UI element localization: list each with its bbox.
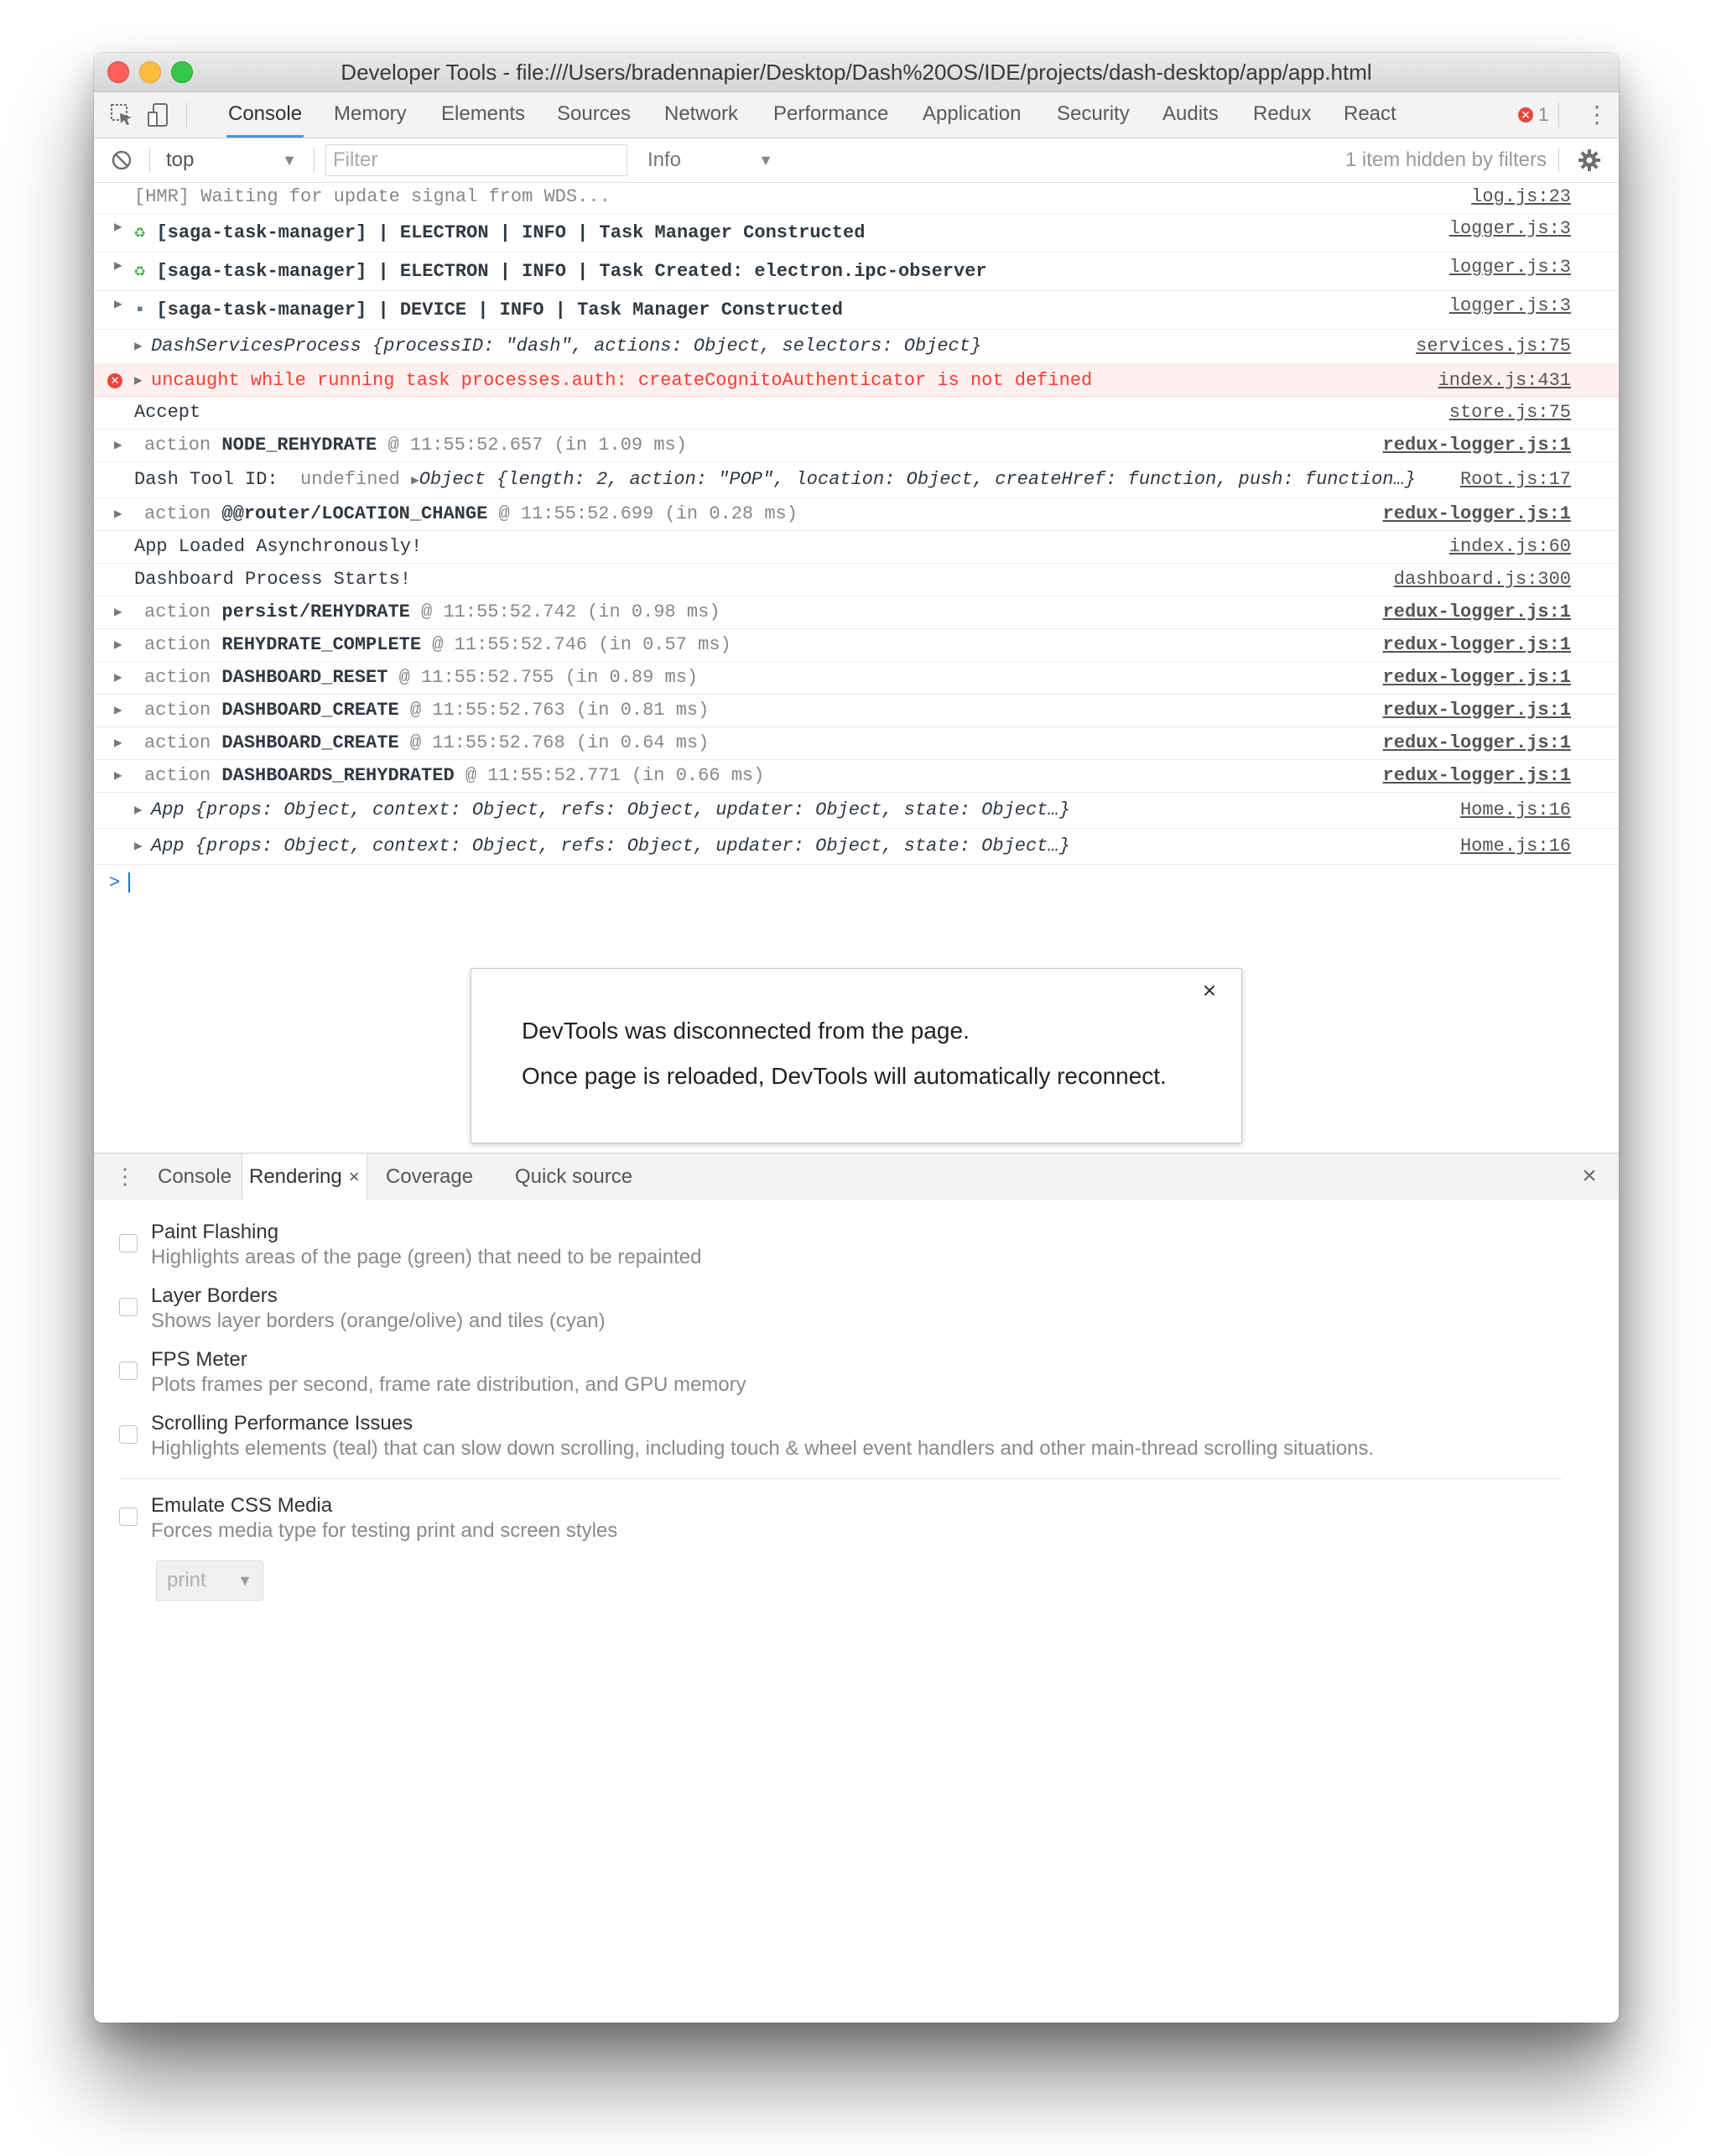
dialog-message-line-2: Once page is reloaded, DevTools will automatically reconnect. bbox=[522, 1063, 1167, 1089]
error-counter[interactable] bbox=[1518, 102, 1548, 128]
log-row bbox=[94, 183, 1619, 214]
log-source-link[interactable]: Home.js:16 bbox=[1459, 836, 1571, 857]
error-row[interactable] bbox=[94, 365, 1619, 397]
expand-arrow-icon[interactable]: ▶ bbox=[114, 220, 122, 235]
more-options-icon[interactable]: ⋮ bbox=[1585, 102, 1609, 128]
checkbox[interactable] bbox=[119, 1508, 138, 1526]
log-row[interactable] bbox=[94, 331, 1619, 364]
clear-console-icon[interactable] bbox=[109, 148, 134, 173]
error-message: uncaught while running task processes.auth: createCognitoAuthenticator is not defined bbox=[151, 370, 1093, 391]
log-source-link[interactable]: redux-logger.js:1 bbox=[1382, 634, 1571, 655]
disconnected-dialog bbox=[471, 968, 1242, 1143]
log-row bbox=[94, 532, 1619, 564]
log-source-link[interactable]: Home.js:16 bbox=[1459, 799, 1571, 820]
error-count-value: 1 bbox=[1538, 104, 1549, 125]
expand-arrow-icon[interactable]: ▶ bbox=[114, 438, 122, 453]
toolbar-separator bbox=[1558, 102, 1559, 128]
error-icon: ✕ bbox=[1518, 107, 1533, 122]
option-paint-flashing[interactable] bbox=[119, 1221, 1562, 1271]
redux-action-row[interactable] bbox=[94, 499, 1619, 531]
log-message: [HMR] Waiting for update signal from WDS... bbox=[134, 186, 611, 207]
log-message: ♻ [saga-task-manager] | ELECTRON | INFO | Task Manager Constructed bbox=[134, 222, 866, 243]
dropdown-arrow-icon: ▼ bbox=[758, 152, 773, 169]
log-source-link[interactable]: logger.js:3 bbox=[1448, 218, 1571, 239]
drawer-tab-rendering[interactable] bbox=[242, 1154, 367, 1200]
log-message: action DASHBOARD_CREATE @ 11:55:52.763 (in 0.81 ms) bbox=[144, 700, 710, 721]
log-message: App {props: Object, context: Object, refs: Object, updater: Object, state: Object…} bbox=[151, 799, 1070, 820]
context-value: top bbox=[166, 148, 195, 171]
log-source-link[interactable]: services.js:75 bbox=[1416, 336, 1571, 357]
toolbar-separator bbox=[186, 102, 187, 128]
option-scrolling-performance-issues[interactable] bbox=[119, 1412, 1562, 1462]
tab-react[interactable]: React bbox=[1344, 102, 1396, 125]
toolbar-separator bbox=[149, 148, 150, 173]
tab-network[interactable]: Network bbox=[664, 102, 739, 125]
console-prompt[interactable] bbox=[109, 866, 612, 901]
option-title: FPS Meter bbox=[151, 1348, 247, 1371]
expand-arrow-icon[interactable]: ▶ bbox=[114, 507, 122, 522]
log-message: action DASHBOARDS_REHYDRATED @ 11:55:52.771 (in 0.66 ms) bbox=[144, 765, 765, 786]
device-toolbar-icon[interactable] bbox=[146, 102, 171, 128]
expand-arrow-icon[interactable]: ▶ bbox=[134, 803, 143, 818]
option-title: Scrolling Performance Issues bbox=[151, 1412, 413, 1435]
log-row bbox=[94, 398, 1619, 430]
log-source-link[interactable]: Root.js:17 bbox=[1459, 469, 1571, 490]
console-settings-gear-icon[interactable] bbox=[1577, 148, 1602, 173]
tab-sources[interactable]: Sources bbox=[557, 102, 632, 125]
redux-action-row[interactable] bbox=[94, 761, 1619, 793]
text-caret bbox=[128, 872, 130, 893]
log-message: action REHYDRATE_COMPLETE @ 11:55:52.746 (in 0.57 ms) bbox=[144, 634, 731, 655]
drawer-menu-icon[interactable]: ⋮ bbox=[114, 1164, 136, 1189]
tab-memory[interactable]: Memory bbox=[334, 102, 407, 125]
log-message: ♻ [saga-task-manager] | ELECTRON | INFO | Task Created: electron.ipc-observer bbox=[134, 261, 987, 282]
drawer-tab-bar bbox=[94, 1153, 1619, 1200]
log-source-link[interactable]: logger.js:3 bbox=[1448, 257, 1571, 278]
log-source-link[interactable]: redux-logger.js:1 bbox=[1382, 503, 1571, 524]
checkbox[interactable] bbox=[119, 1425, 138, 1444]
log-row[interactable] bbox=[94, 215, 1619, 253]
log-message: App Loaded Asynchronously! bbox=[134, 536, 423, 557]
log-message: Accept bbox=[134, 402, 201, 423]
option-title: Paint Flashing bbox=[151, 1221, 279, 1243]
inspect-element-icon[interactable] bbox=[109, 102, 134, 128]
log-source-link[interactable]: redux-logger.js:1 bbox=[1382, 765, 1571, 786]
drawer-tab-quick-source[interactable]: Quick source bbox=[515, 1165, 633, 1188]
log-row[interactable] bbox=[94, 253, 1619, 291]
checkbox[interactable] bbox=[119, 1298, 138, 1316]
option-description: Highlights areas of the page (green) that need to be repainted bbox=[151, 1246, 702, 1268]
log-source-link[interactable]: redux-logger.js:1 bbox=[1382, 435, 1571, 456]
log-message: action DASHBOARD_CREATE @ 11:55:52.768 (in 0.64 ms) bbox=[144, 732, 710, 753]
log-source-link[interactable]: redux-logger.js:1 bbox=[1382, 700, 1571, 721]
expand-arrow-icon[interactable]: ▶ bbox=[114, 605, 122, 620]
log-message: action persist/REHYDRATE @ 11:55:52.742 (in 0.98 ms) bbox=[144, 601, 720, 622]
drawer-tab-console[interactable]: Console bbox=[158, 1165, 232, 1188]
redux-action-row[interactable] bbox=[94, 597, 1619, 629]
option-description: Forces media type for testing print and screen styles bbox=[151, 1519, 618, 1542]
redux-action-row[interactable] bbox=[94, 695, 1619, 727]
context-selector[interactable] bbox=[166, 148, 309, 172]
tab-performance[interactable]: Performance bbox=[773, 102, 889, 125]
expand-arrow-icon[interactable]: ▶ bbox=[114, 736, 122, 751]
expand-arrow-icon[interactable]: ▶ bbox=[114, 703, 122, 718]
log-source-link[interactable]: dashboard.js:300 bbox=[1393, 569, 1571, 590]
recycle-icon: ♻ bbox=[134, 222, 146, 243]
log-source-link[interactable]: index.js:60 bbox=[1448, 536, 1571, 557]
log-source-link[interactable]: store.js:75 bbox=[1448, 402, 1571, 423]
prompt-chevron-icon: > bbox=[109, 872, 121, 893]
redux-action-row[interactable] bbox=[94, 430, 1619, 462]
log-message: action @@router/LOCATION_CHANGE @ 11:55:52.699 (in 0.28 ms) bbox=[144, 503, 798, 524]
rendering-panel bbox=[94, 1200, 1619, 2023]
tab-audits[interactable]: Audits bbox=[1162, 102, 1219, 125]
dialog-message-line-1: DevTools was disconnected from the page. bbox=[522, 1018, 970, 1044]
filter-input[interactable] bbox=[325, 144, 627, 176]
drawer-tab-coverage[interactable]: Coverage bbox=[386, 1165, 474, 1188]
recycle-icon: ♻ bbox=[134, 261, 146, 282]
css-media-select[interactable] bbox=[156, 1560, 263, 1601]
tab-console[interactable]: Console bbox=[226, 92, 304, 138]
css-media-value: print bbox=[167, 1569, 206, 1591]
log-message: DashServicesProcess {processID: "dash", actions: Object, selectors: Object} bbox=[151, 336, 982, 357]
redux-action-row[interactable] bbox=[94, 663, 1619, 695]
log-source-link[interactable]: redux-logger.js:1 bbox=[1382, 732, 1571, 753]
expand-arrow-icon[interactable]: ▶ bbox=[114, 297, 122, 312]
tab-redux[interactable]: Redux bbox=[1253, 102, 1312, 125]
log-source-link[interactable]: index.js:431 bbox=[1438, 370, 1571, 391]
checkbox[interactable] bbox=[119, 1362, 138, 1380]
devtools-window bbox=[94, 53, 1619, 2023]
close-tab-icon[interactable]: × bbox=[348, 1166, 360, 1187]
log-row bbox=[94, 565, 1619, 596]
dropdown-arrow-icon: ▼ bbox=[282, 152, 297, 169]
log-source-link[interactable]: redux-logger.js:1 bbox=[1382, 667, 1571, 688]
toolbar-separator bbox=[314, 148, 315, 173]
close-drawer-icon[interactable]: × bbox=[1582, 1162, 1597, 1190]
log-message: App {props: Object, context: Object, refs: Object, updater: Object, state: Object…} bbox=[151, 836, 1070, 857]
option-emulate-css-media[interactable] bbox=[119, 1494, 1562, 1544]
log-source-link[interactable]: logger.js:3 bbox=[1448, 295, 1571, 316]
hidden-items-note: 1 item hidden by filters bbox=[1344, 148, 1547, 171]
error-icon: ✕ bbox=[107, 373, 122, 388]
log-row[interactable] bbox=[94, 830, 1619, 865]
log-message: Dash Tool ID: undefined ▶Object {length: 2, action: "POP", location: Object, createHref: function, push: function…} bbox=[134, 469, 1416, 490]
log-message: action NODE_REHYDRATE @ 11:55:52.657 (in 1.09 ms) bbox=[144, 435, 687, 456]
tab-security[interactable]: Security bbox=[1057, 102, 1130, 125]
expand-arrow-icon[interactable]: ▶ bbox=[114, 258, 122, 273]
section-divider bbox=[119, 1478, 1562, 1479]
log-level-selector[interactable] bbox=[647, 148, 773, 172]
log-row[interactable] bbox=[94, 463, 1619, 498]
option-description: Highlights elements (teal) that can slow down scrolling, including touch & wheel event handlers and other main-thread scrolling situations. bbox=[151, 1437, 1375, 1460]
redux-action-row[interactable] bbox=[94, 630, 1619, 662]
console-filter-bar bbox=[94, 138, 1619, 183]
log-source-link[interactable]: redux-logger.js:1 bbox=[1382, 601, 1571, 622]
drawer-tab-label: Rendering bbox=[249, 1165, 342, 1188]
option-title: Emulate CSS Media bbox=[151, 1494, 333, 1517]
expand-arrow-icon[interactable]: ▶ bbox=[114, 638, 122, 653]
main-toolbar bbox=[94, 92, 1619, 138]
option-title: Layer Borders bbox=[151, 1284, 278, 1307]
device-icon: ▪ bbox=[134, 299, 146, 320]
log-level-value: Info bbox=[647, 148, 682, 171]
log-message: Dashboard Process Starts! bbox=[134, 569, 412, 590]
option-description: Shows layer borders (orange/olive) and tiles (cyan) bbox=[151, 1310, 606, 1332]
title-bar bbox=[94, 53, 1619, 92]
log-source-link[interactable]: log.js:23 bbox=[1471, 186, 1571, 207]
option-fps-meter[interactable] bbox=[119, 1348, 1562, 1398]
tab-elements[interactable]: Elements bbox=[441, 102, 526, 125]
redux-action-row[interactable] bbox=[94, 728, 1619, 760]
log-message: ▪ [saga-task-manager] | DEVICE | INFO | Task Manager Constructed bbox=[134, 299, 843, 320]
expand-arrow-icon[interactable]: ▶ bbox=[134, 839, 143, 854]
expand-arrow-icon[interactable]: ▶ bbox=[134, 373, 143, 388]
close-icon[interactable]: × bbox=[1202, 977, 1217, 1003]
expand-arrow-icon[interactable]: ▶ bbox=[114, 768, 122, 784]
log-row[interactable] bbox=[94, 794, 1619, 829]
tab-application[interactable]: Application bbox=[923, 102, 1022, 125]
option-layer-borders[interactable] bbox=[119, 1284, 1562, 1335]
window-title: Developer Tools - file:///Users/bradennapier/Desktop/Dash%20OS/IDE/projects/dash-desktop/app/app.html bbox=[341, 60, 1372, 85]
expand-arrow-icon[interactable]: ▶ bbox=[134, 339, 143, 354]
checkbox[interactable] bbox=[119, 1234, 138, 1252]
log-message: action DASHBOARD_RESET @ 11:55:52.755 (in 0.89 ms) bbox=[144, 667, 699, 688]
toolbar-separator bbox=[1558, 148, 1559, 173]
log-row[interactable] bbox=[94, 292, 1619, 330]
dropdown-arrow-icon: ▼ bbox=[237, 1572, 252, 1589]
option-description: Plots frames per second, frame rate distribution, and GPU memory bbox=[151, 1373, 746, 1396]
expand-arrow-icon[interactable]: ▶ bbox=[114, 670, 122, 685]
